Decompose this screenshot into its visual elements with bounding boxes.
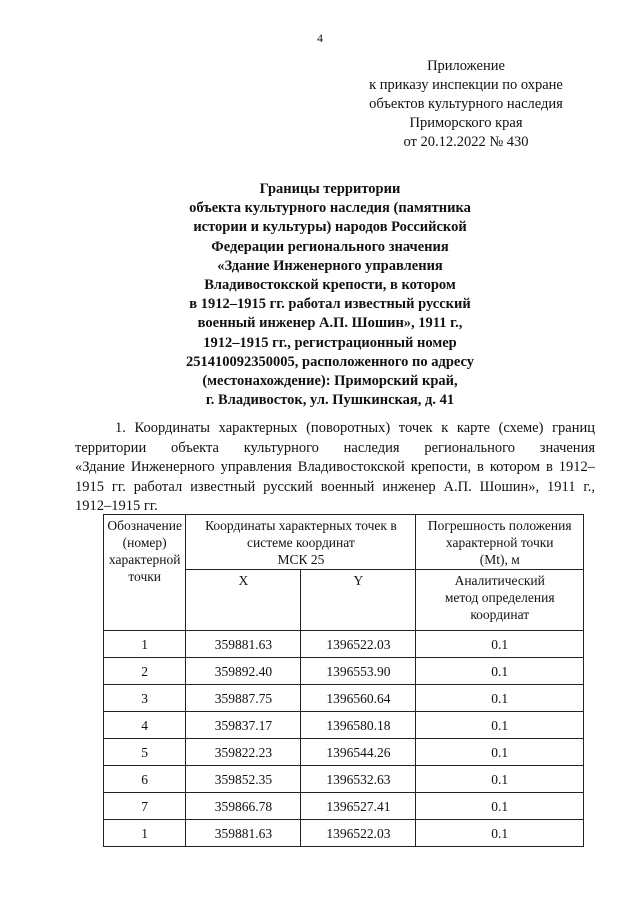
cell-point: 7: [104, 793, 186, 820]
cell-x: 359892.40: [186, 658, 301, 685]
cell-y: 1396544.26: [301, 739, 416, 766]
table-row: [104, 685, 584, 712]
header-point-designation: Обозначение (номер) характерной точки: [104, 515, 186, 631]
coordinates-table: [103, 514, 584, 847]
cell-mt: 0.1: [416, 820, 584, 847]
cell-mt: 0.1: [416, 739, 584, 766]
title-line: Владивостокской крепости, в котором: [204, 277, 456, 294]
header-y: Y: [301, 570, 416, 631]
table-row: [104, 739, 584, 766]
cell-x: 359881.63: [186, 820, 301, 847]
cell-mt: 0.1: [416, 685, 584, 712]
title-line: в 1912–1915 гг. работал известный русский: [189, 296, 471, 313]
cell-mt: 0.1: [416, 658, 584, 685]
table-row: [104, 631, 584, 658]
table-row: [104, 658, 584, 685]
cell-point: 6: [104, 766, 186, 793]
header-coordinates: Координаты характерных точек в системе координат МСК 25: [186, 515, 416, 570]
body-paragraph: [75, 419, 595, 517]
paragraph-line: 1912–1915 гг.: [75, 498, 158, 514]
cell-y: 1396522.03: [301, 631, 416, 658]
cell-x: 359852.35: [186, 766, 301, 793]
appendix-line: к приказу инспекции по охране: [369, 77, 563, 93]
table-row: [104, 793, 584, 820]
title-line: истории и культуры) народов Российской: [193, 219, 467, 236]
page-number: 4: [317, 31, 323, 45]
title-line: Границы территории: [259, 181, 401, 197]
cell-mt: 0.1: [416, 631, 584, 658]
cell-y: 1396553.90: [301, 658, 416, 685]
appendix-line: Приложение: [427, 58, 505, 74]
appendix-line: от 20.12.2022 № 430: [403, 134, 529, 150]
table-row: [104, 820, 584, 847]
cell-x: 359837.17: [186, 712, 301, 739]
cell-x: 359887.75: [186, 685, 301, 712]
table-row: [104, 712, 584, 739]
cell-point: 2: [104, 658, 186, 685]
cell-point: 5: [104, 739, 186, 766]
paragraph-line: территории объекта культурного наследия регионального значения: [75, 439, 595, 456]
cell-point: 3: [104, 685, 186, 712]
cell-x: 359881.63: [186, 631, 301, 658]
cell-y: 1396532.63: [301, 766, 416, 793]
appendix-line: объектов культурного наследия: [369, 96, 563, 112]
title-line: военный инженер А.П. Шошин», 1911 г.,: [197, 315, 463, 332]
table-header-row: [104, 515, 584, 570]
paragraph-line: 1. Координаты характерных (поворотных) точек к карте (схеме) границ: [115, 420, 595, 436]
cell-y: 1396580.18: [301, 712, 416, 739]
header-method: Аналитический метод определения координат: [416, 570, 584, 631]
title-line: Федерации регионального значения: [211, 238, 449, 255]
table-row: [104, 766, 584, 793]
title-line: объекта культурного наследия (памятника: [189, 200, 471, 217]
header-position-error: Погрешность положения характерной точки (Mt), м: [416, 515, 584, 570]
cell-x: 359866.78: [186, 793, 301, 820]
cell-point: 1: [104, 631, 186, 658]
title-line: (местонахождение): Приморский край,: [202, 373, 458, 390]
paragraph-line: «Здание Инженерного управления Владивостокской крепости, в котором в 1912–: [75, 459, 595, 475]
title-line: 251410092350005, расположенного по адресу: [186, 353, 474, 370]
paragraph-line: 1915 гг. работал известный русский военный инженер А.П. Шошин», 1911 г.,: [75, 478, 595, 495]
title-line: «Здание Инженерного управления: [217, 257, 443, 274]
cell-mt: 0.1: [416, 793, 584, 820]
cell-y: 1396527.41: [301, 793, 416, 820]
cell-point: 4: [104, 712, 186, 739]
cell-y: 1396522.03: [301, 820, 416, 847]
header-x: X: [186, 570, 301, 631]
title-line: 1912–1915 гг., регистрационный номер: [203, 334, 457, 351]
appendix-block: [350, 57, 582, 152]
appendix-line: Приморского края: [409, 115, 523, 131]
document-title: [140, 180, 520, 410]
cell-y: 1396560.64: [301, 685, 416, 712]
cell-x: 359822.23: [186, 739, 301, 766]
cell-mt: 0.1: [416, 712, 584, 739]
title-line: г. Владивосток, ул. Пушкинская, д. 41: [205, 392, 455, 409]
cell-point: 1: [104, 820, 186, 847]
cell-mt: 0.1: [416, 766, 584, 793]
